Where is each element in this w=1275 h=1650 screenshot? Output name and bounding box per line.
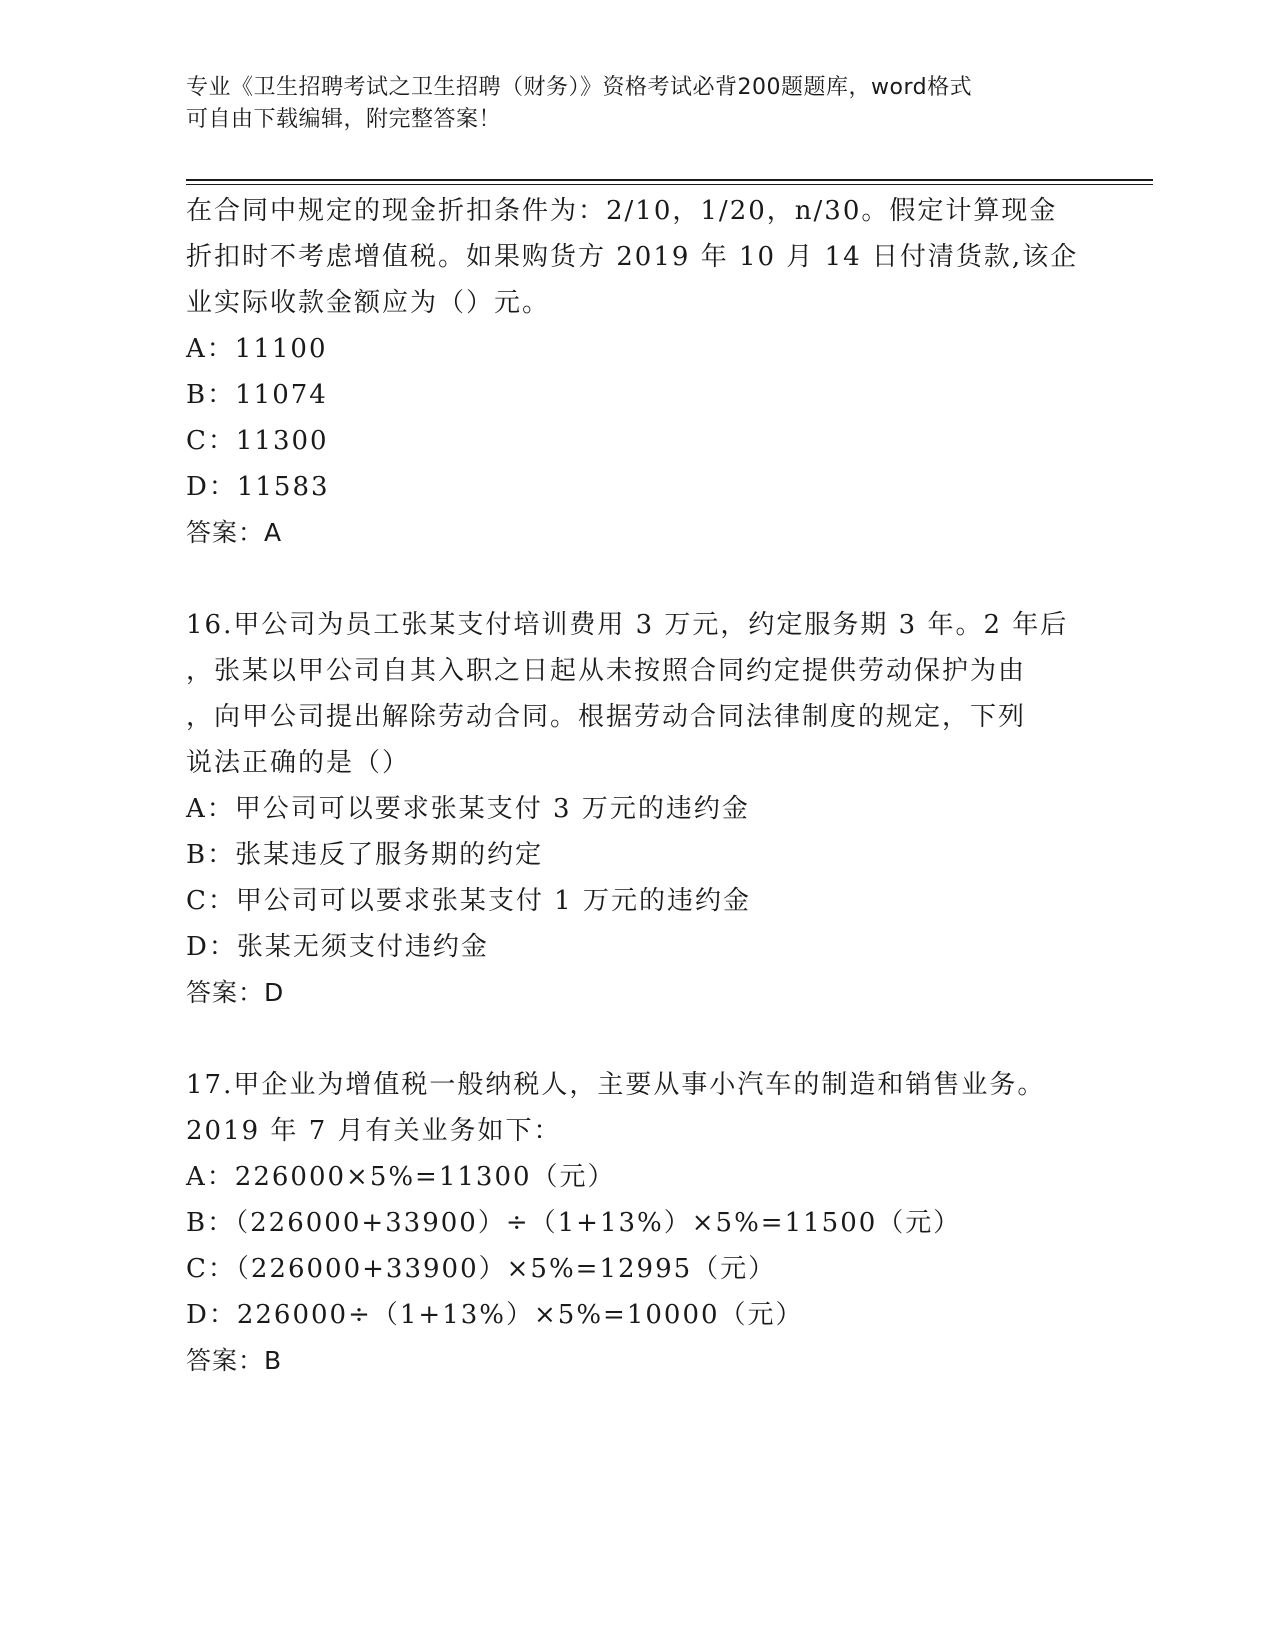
- spacer: [186, 1016, 1066, 1062]
- option-c: C：甲公司可以要求张某支付 1 万元的违约金: [186, 886, 751, 916]
- question-stem-line: ，向甲公司提出解除劳动合同。根据劳动合同法律制度的规定，下列: [186, 702, 1027, 732]
- question-stem-line: 说法正确的是（）: [186, 748, 411, 778]
- question-stem-line: ，张某以甲公司自其入职之日起从未按照合同约定提供劳动保护为由: [186, 656, 1027, 686]
- option-b: B：张某违反了服务期的约定: [186, 840, 544, 870]
- option-c: C：11300: [186, 426, 329, 456]
- option-d: D：张某无须支付违约金: [186, 932, 489, 962]
- answer-line: 答案：B: [186, 1346, 283, 1375]
- answer-line: 答案：D: [186, 978, 285, 1007]
- question-list: [186, 188, 1079, 1384]
- option-a: A：甲公司可以要求张某支付 3 万元的违约金: [186, 794, 750, 824]
- option-a: A：11100: [186, 334, 328, 364]
- option-b: B：（226000+33900）÷（1+13%）×5%=11500（元）: [186, 1208, 962, 1238]
- spacer: [186, 556, 1066, 602]
- answer-line: 答案：A: [186, 518, 283, 547]
- document-header: [186, 72, 1066, 136]
- question-stem-line: 2019 年 7 月有关业务如下：: [186, 1116, 562, 1146]
- header-divider-thick: [186, 179, 1153, 181]
- question-15: [186, 188, 1079, 556]
- question-stem-line: 业实际收款金额应为（）元。: [186, 288, 551, 318]
- question-16: [186, 602, 1069, 1016]
- option-a: A：226000×5%=11300（元）: [186, 1162, 616, 1192]
- option-b: B：11074: [186, 380, 328, 410]
- option-c: C：（226000+33900）×5%=12995（元）: [186, 1254, 777, 1284]
- header-line-2: 可自由下载编辑，附完整答案！: [186, 107, 502, 132]
- option-d: D：11583: [186, 472, 330, 502]
- header-line-1: 专业《卫生招聘考试之卫生招聘（财务）》资格考试必背200题题库，word格式: [186, 75, 973, 100]
- question-stem-line: 17.甲企业为增值税一般纳税人，主要从事小汽车的制造和销售业务。: [186, 1070, 1046, 1100]
- option-d: D：226000÷（1+13%）×5%=10000（元）: [186, 1300, 804, 1330]
- question-stem-line: 16.甲公司为员工张某支付培训费用 3 万元，约定服务期 3 年。2 年后: [186, 610, 1069, 640]
- question-stem-line: 在合同中规定的现金折扣条件为：2/10，1/20，n/30。假定计算现金: [186, 196, 1058, 226]
- question-17: [186, 1062, 1066, 1384]
- question-stem-line: 折扣时不考虑增值税。如果购货方 2019 年 10 月 14 日付清货款,该企: [186, 242, 1079, 272]
- header-divider-thin: [186, 184, 1153, 185]
